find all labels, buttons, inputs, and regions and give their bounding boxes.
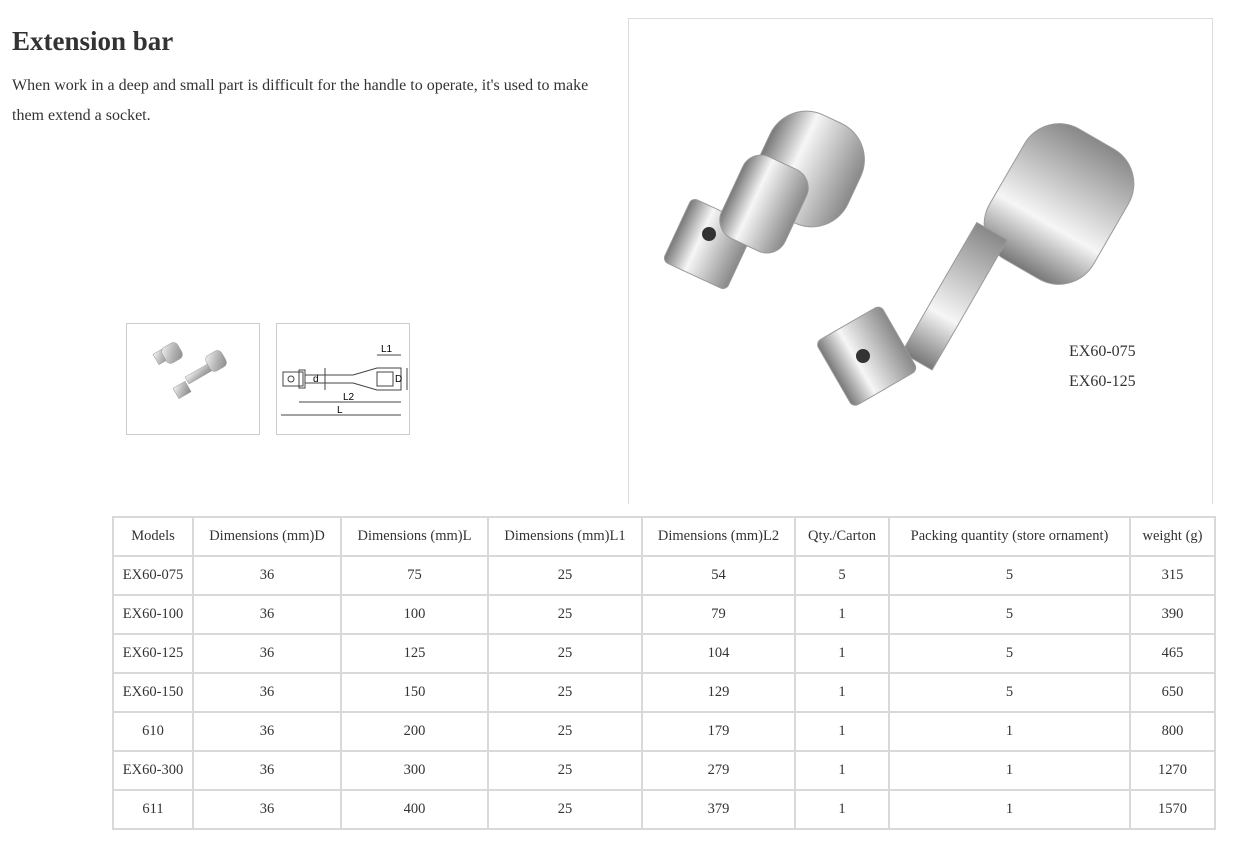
header-weight: weight (g) xyxy=(1130,517,1215,556)
cell-model: EX60-150 xyxy=(113,673,193,712)
cell-weight: 390 xyxy=(1130,595,1215,634)
label-d-small: d xyxy=(313,374,319,385)
cell-qty-carton: 1 xyxy=(795,712,889,751)
product-description: When work in a deep and small part is difficult for the handle to operate, it's used to make them extend a socket. xyxy=(12,77,589,124)
header-qty-carton: Qty./Carton xyxy=(795,517,889,556)
cell-l2: 379 xyxy=(642,790,795,829)
table-row xyxy=(113,712,1215,751)
table-row xyxy=(113,634,1215,673)
cell-d: 36 xyxy=(193,712,341,751)
cell-weight: 1570 xyxy=(1130,790,1215,829)
cell-qty-carton: 1 xyxy=(795,673,889,712)
cell-l1: 25 xyxy=(488,595,642,634)
table-row xyxy=(113,556,1215,595)
cell-d: 36 xyxy=(193,556,341,595)
cell-l1: 25 xyxy=(488,634,642,673)
cell-packing-quantity: 5 xyxy=(889,595,1130,634)
cell-model: EX60-100 xyxy=(113,595,193,634)
table-row xyxy=(113,751,1215,790)
cell-weight: 1270 xyxy=(1130,751,1215,790)
cell-packing-quantity: 1 xyxy=(889,790,1130,829)
cell-l2: 104 xyxy=(642,634,795,673)
cell-d: 36 xyxy=(193,751,341,790)
header-l: Dimensions (mm)L xyxy=(341,517,488,556)
table-row xyxy=(113,673,1215,712)
cell-l1: 25 xyxy=(488,712,642,751)
cell-model: 610 xyxy=(113,712,193,751)
cell-l2: 129 xyxy=(642,673,795,712)
cell-d: 36 xyxy=(193,634,341,673)
cell-weight: 465 xyxy=(1130,634,1215,673)
product-main-image xyxy=(628,18,1213,504)
cell-l2: 279 xyxy=(642,751,795,790)
cell-l1: 25 xyxy=(488,790,642,829)
thumbnail-dimension-drawing[interactable] xyxy=(276,323,410,435)
header-l2: Dimensions (mm)L2 xyxy=(642,517,795,556)
label-l: L xyxy=(337,405,343,416)
table-row xyxy=(113,595,1215,634)
cell-l: 125 xyxy=(341,634,488,673)
specifications-table xyxy=(112,516,1216,830)
cell-l1: 25 xyxy=(488,556,642,595)
cell-model: EX60-125 xyxy=(113,634,193,673)
cell-qty-carton: 1 xyxy=(795,790,889,829)
cell-packing-quantity: 5 xyxy=(889,673,1130,712)
cell-packing-quantity: 1 xyxy=(889,712,1130,751)
cell-l: 200 xyxy=(341,712,488,751)
cell-d: 36 xyxy=(193,790,341,829)
cell-packing-quantity: 1 xyxy=(889,751,1130,790)
extension-bar-thumbnail-image xyxy=(127,324,259,434)
cell-qty-carton: 1 xyxy=(795,595,889,634)
cell-packing-quantity: 5 xyxy=(889,556,1130,595)
cell-l2: 79 xyxy=(642,595,795,634)
cell-l: 75 xyxy=(341,556,488,595)
cell-l: 150 xyxy=(341,673,488,712)
header-d: Dimensions (mm)D xyxy=(193,517,341,556)
cell-l: 300 xyxy=(341,751,488,790)
header-packing-quantity: Packing quantity (store ornament) xyxy=(889,517,1130,556)
thumbnail-photo[interactable] xyxy=(126,323,260,435)
table-header-row xyxy=(113,517,1215,556)
label-l1: L1 xyxy=(381,344,393,355)
cell-weight: 315 xyxy=(1130,556,1215,595)
extension-bar-photo xyxy=(629,19,1212,504)
table-row xyxy=(113,790,1215,829)
cell-l2: 179 xyxy=(642,712,795,751)
cell-d: 36 xyxy=(193,595,341,634)
dimension-drawing xyxy=(277,324,409,434)
cell-l: 100 xyxy=(341,595,488,634)
label-l2: L2 xyxy=(343,392,355,403)
cell-model: EX60-075 xyxy=(113,556,193,595)
cell-l1: 25 xyxy=(488,673,642,712)
cell-weight: 650 xyxy=(1130,673,1215,712)
cell-l: 400 xyxy=(341,790,488,829)
header-l1: Dimensions (mm)L1 xyxy=(488,517,642,556)
cell-qty-carton: 1 xyxy=(795,634,889,673)
cell-weight: 800 xyxy=(1130,712,1215,751)
cell-qty-carton: 5 xyxy=(795,556,889,595)
header-models: Models xyxy=(113,517,193,556)
label-d-big: D xyxy=(395,374,403,385)
cell-model: EX60-300 xyxy=(113,751,193,790)
cell-l2: 54 xyxy=(642,556,795,595)
cell-qty-carton: 1 xyxy=(795,751,889,790)
model-label: EX60-075 xyxy=(1069,343,1136,360)
cell-l1: 25 xyxy=(488,751,642,790)
model-label: EX60-125 xyxy=(1069,373,1136,390)
cell-model: 611 xyxy=(113,790,193,829)
cell-packing-quantity: 5 xyxy=(889,634,1130,673)
product-title: Extension bar xyxy=(12,26,174,56)
cell-d: 36 xyxy=(193,673,341,712)
